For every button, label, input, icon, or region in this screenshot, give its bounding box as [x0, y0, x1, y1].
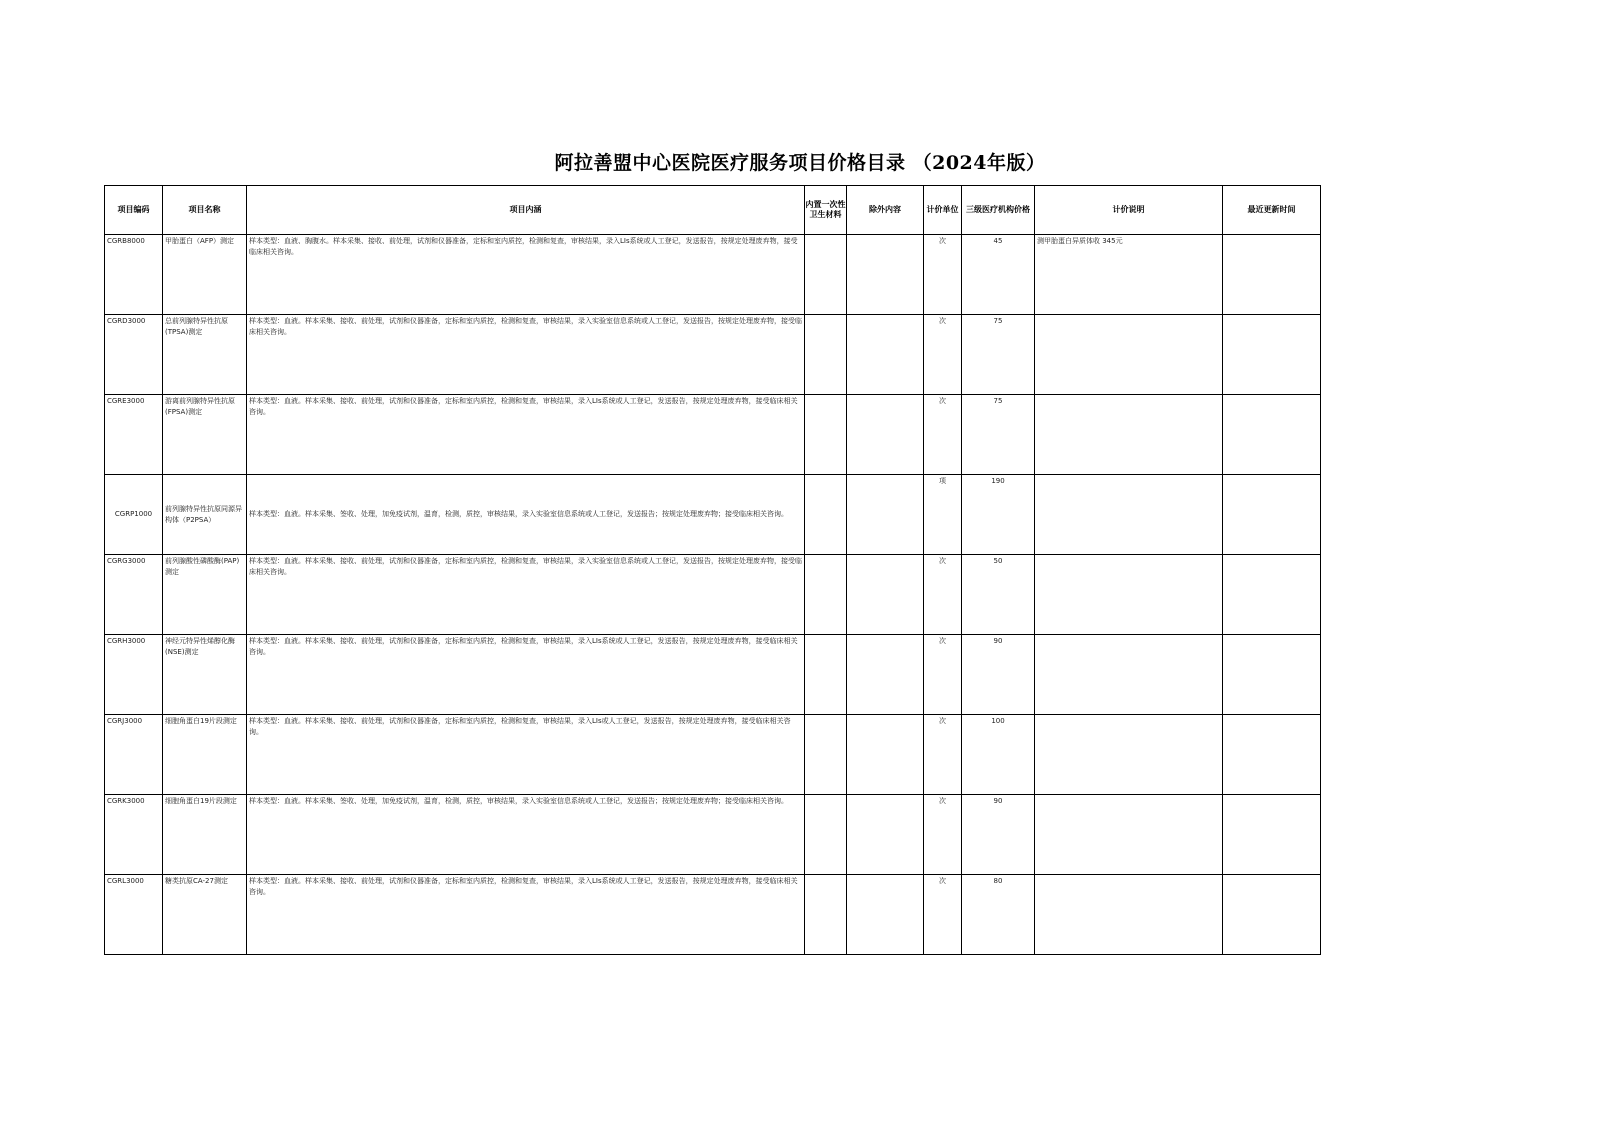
table-row	[105, 715, 1321, 795]
price-table	[104, 185, 1321, 955]
header-code: 项目编码	[105, 186, 163, 235]
cell-note	[1035, 475, 1223, 555]
header-exclusions: 除外内容	[847, 186, 924, 235]
cell-updated	[1223, 795, 1321, 875]
cell-price: 75	[962, 315, 1035, 395]
cell-code: CGRL3000	[105, 875, 163, 955]
table-row	[105, 875, 1321, 955]
cell-code: CGRB8000	[105, 235, 163, 315]
cell-name: 糖类抗原CA-27测定	[163, 875, 247, 955]
cell-note	[1035, 795, 1223, 875]
cell-price: 45	[962, 235, 1035, 315]
cell-content: 样本类型：血液。样本采集、接收、前处理，试剂和仪器准备，定标和室内质控，检测和复查，审核结果，录入LIs系统或人工登记，发送报告，按规定处理废弃物，接受临床相关咨询。	[247, 875, 805, 955]
cell-content: 样本类型：血液。样本采集、签收、处理，加免疫试剂，温育，检测，质控，审核结果，录入实验室信息系统或人工登记，发送报告；按规定处理废弃物；接受临床相关咨询。	[247, 795, 805, 875]
cell-name: 前列腺酸性磷酸酶(PAP)测定	[163, 555, 247, 635]
cell-consumables	[805, 315, 847, 395]
cell-unit: 次	[924, 395, 962, 475]
cell-name: 细胞角蛋白19片段测定	[163, 715, 247, 795]
cell-content: 样本类型：血液。样本采集、接收、前处理，试剂和仪器准备，定标和室内质控，检测和复查，审核结果，录入LIs或人工登记，发送报告，按规定处理废弃物，接受临床相关咨询。	[247, 715, 805, 795]
cell-note	[1035, 315, 1223, 395]
cell-code: CGRH3000	[105, 635, 163, 715]
cell-code: CGRG3000	[105, 555, 163, 635]
cell-content: 样本类型：血液、胸腹水。样本采集、接收、前处理，试剂和仪器准备，定标和室内质控，检测和复查，审核结果，录入LIs系统或人工登记，发送报告，按规定处理废弃物，接受临床相关咨询。	[247, 235, 805, 315]
cell-unit: 次	[924, 635, 962, 715]
table-row	[105, 315, 1321, 395]
header-content: 项目内涵	[247, 186, 805, 235]
table-row	[105, 555, 1321, 635]
cell-consumables	[805, 715, 847, 795]
cell-exclusions	[847, 875, 924, 955]
cell-consumables	[805, 875, 847, 955]
header-consumables: 内置一次性卫生材料	[805, 186, 847, 235]
cell-consumables	[805, 795, 847, 875]
cell-exclusions	[847, 715, 924, 795]
cell-exclusions	[847, 235, 924, 315]
cell-updated	[1223, 715, 1321, 795]
cell-unit: 次	[924, 795, 962, 875]
cell-exclusions	[847, 475, 924, 555]
cell-content: 样本类型：血液。样本采集、接收、前处理，试剂和仪器准备，定标和室内质控，检测和复查，审核结果，录入实验室信息系统或人工登记，发送报告，按规定处理废弃物，接受临床相关咨询。	[247, 315, 805, 395]
header-unit: 计价单位	[924, 186, 962, 235]
cell-note	[1035, 635, 1223, 715]
header-name: 项目名称	[163, 186, 247, 235]
table-row	[105, 475, 1321, 555]
cell-consumables	[805, 635, 847, 715]
cell-price: 90	[962, 795, 1035, 875]
cell-updated	[1223, 875, 1321, 955]
cell-unit: 次	[924, 715, 962, 795]
cell-consumables	[805, 475, 847, 555]
cell-code: CGRD3000	[105, 315, 163, 395]
cell-exclusions	[847, 555, 924, 635]
table-row	[105, 795, 1321, 875]
cell-unit: 次	[924, 235, 962, 315]
cell-content: 样本类型：血液。样本采集、签收、处理，加免疫试剂，温育，检测，质控，审核结果，录入实验室信息系统或人工登记，发送报告；按规定处理废弃物；接受临床相关咨询。	[247, 475, 805, 555]
cell-code: CGRE3000	[105, 395, 163, 475]
cell-exclusions	[847, 395, 924, 475]
cell-price: 190	[962, 475, 1035, 555]
cell-updated	[1223, 555, 1321, 635]
cell-code: CGRP1000	[105, 475, 163, 555]
cell-price: 90	[962, 635, 1035, 715]
header-updated: 最近更新时间	[1223, 186, 1321, 235]
table-row	[105, 235, 1321, 315]
header-price: 三级医疗机构价格	[962, 186, 1035, 235]
table-row	[105, 395, 1321, 475]
document-title: 阿拉善盟中心医院医疗服务项目价格目录 （2024年版）	[554, 152, 1046, 174]
cell-price: 75	[962, 395, 1035, 475]
cell-consumables	[805, 395, 847, 475]
cell-note	[1035, 875, 1223, 955]
cell-exclusions	[847, 635, 924, 715]
cell-unit: 次	[924, 875, 962, 955]
cell-exclusions	[847, 795, 924, 875]
cell-content: 样本类型：血液。样本采集、接收、前处理，试剂和仪器准备，定标和室内质控，检测和复查，审核结果，录入LIs系统或人工登记，发送报告，按规定处理废弃物，接受临床相关咨询。	[247, 395, 805, 475]
cell-name: 总前列腺特异性抗原(TPSA)测定	[163, 315, 247, 395]
cell-name: 神经元特异性烯醇化酶(NSE)测定	[163, 635, 247, 715]
cell-consumables	[805, 235, 847, 315]
cell-exclusions	[847, 315, 924, 395]
cell-updated	[1223, 395, 1321, 475]
cell-code: CGRK3000	[105, 795, 163, 875]
cell-price: 80	[962, 875, 1035, 955]
cell-updated	[1223, 235, 1321, 315]
cell-updated	[1223, 475, 1321, 555]
cell-code: CGRJ3000	[105, 715, 163, 795]
header-row	[105, 186, 1321, 235]
cell-note	[1035, 715, 1223, 795]
cell-note: 测甲胎蛋白异质体收 345元	[1035, 235, 1223, 315]
cell-price: 50	[962, 555, 1035, 635]
cell-price: 100	[962, 715, 1035, 795]
cell-unit: 项	[924, 475, 962, 555]
header-note: 计价说明	[1035, 186, 1223, 235]
cell-name: 甲胎蛋白（AFP）测定	[163, 235, 247, 315]
cell-content: 样本类型：血液。样本采集、接收、前处理，试剂和仪器准备，定标和室内质控，检测和复查，审核结果，录入LIs系统或人工登记，发送报告，按规定处理废弃物，接受临床相关咨询。	[247, 635, 805, 715]
cell-note	[1035, 555, 1223, 635]
cell-updated	[1223, 635, 1321, 715]
cell-name: 细胞角蛋白19片段测定	[163, 795, 247, 875]
cell-updated	[1223, 315, 1321, 395]
cell-unit: 次	[924, 315, 962, 395]
cell-unit: 次	[924, 555, 962, 635]
table-row	[105, 635, 1321, 715]
cell-note	[1035, 395, 1223, 475]
cell-content: 样本类型：血液。样本采集、接收、前处理，试剂和仪器准备，定标和室内质控，检测和复查，审核结果，录入实验室信息系统或人工登记，发送报告，按规定处理废弃物，接受临床相关咨询。	[247, 555, 805, 635]
cell-name: 游离前列腺特异性抗原(FPSA)测定	[163, 395, 247, 475]
cell-name: 前列腺特异性抗原同源异构体（P2PSA）	[163, 475, 247, 555]
cell-consumables	[805, 555, 847, 635]
